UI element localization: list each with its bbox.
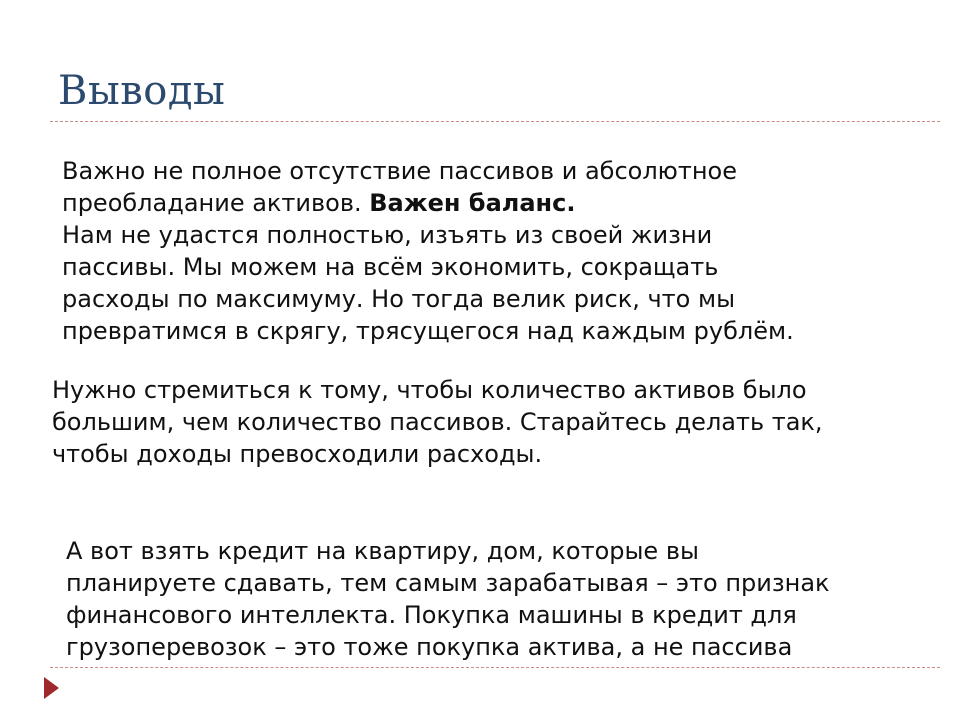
balance-line-2: преобладание активов. [62,189,370,217]
balance-line-1: Важно не полное отсутствие пассивов и абсолютное [62,157,737,185]
top-divider [50,121,940,122]
slide-title: Выводы [58,68,226,114]
text-block-credit: А вот взять кредит на квартиру, дом, которые вы планируете сдавать, тем самым зарабатывая – это признак финансового интеллекта. Покупка машины в кредит для грузоперевозок – это тоже покупка актива, а не пассива [66,537,830,661]
play-arrow-icon[interactable] [44,677,59,699]
balance-rest: Нам не удастся полностью, изъять из своей жизни пассивы. Мы можем на всём экономить, сокращать расходы по максимуму. Но тогда велик риск, что мы превратимся в скрягу, трясущегося над каждым рублём. [62,221,794,345]
bottom-divider [50,667,940,668]
text-block-assets: Нужно стремиться к тому, чтобы количество активов было большим, чем количество пассивов. Старайтесь делать так, чтобы доходы превосходили расходы. [52,376,823,468]
text-block-balance [62,155,922,347]
balance-emphasis: Важен баланс. [369,189,576,217]
